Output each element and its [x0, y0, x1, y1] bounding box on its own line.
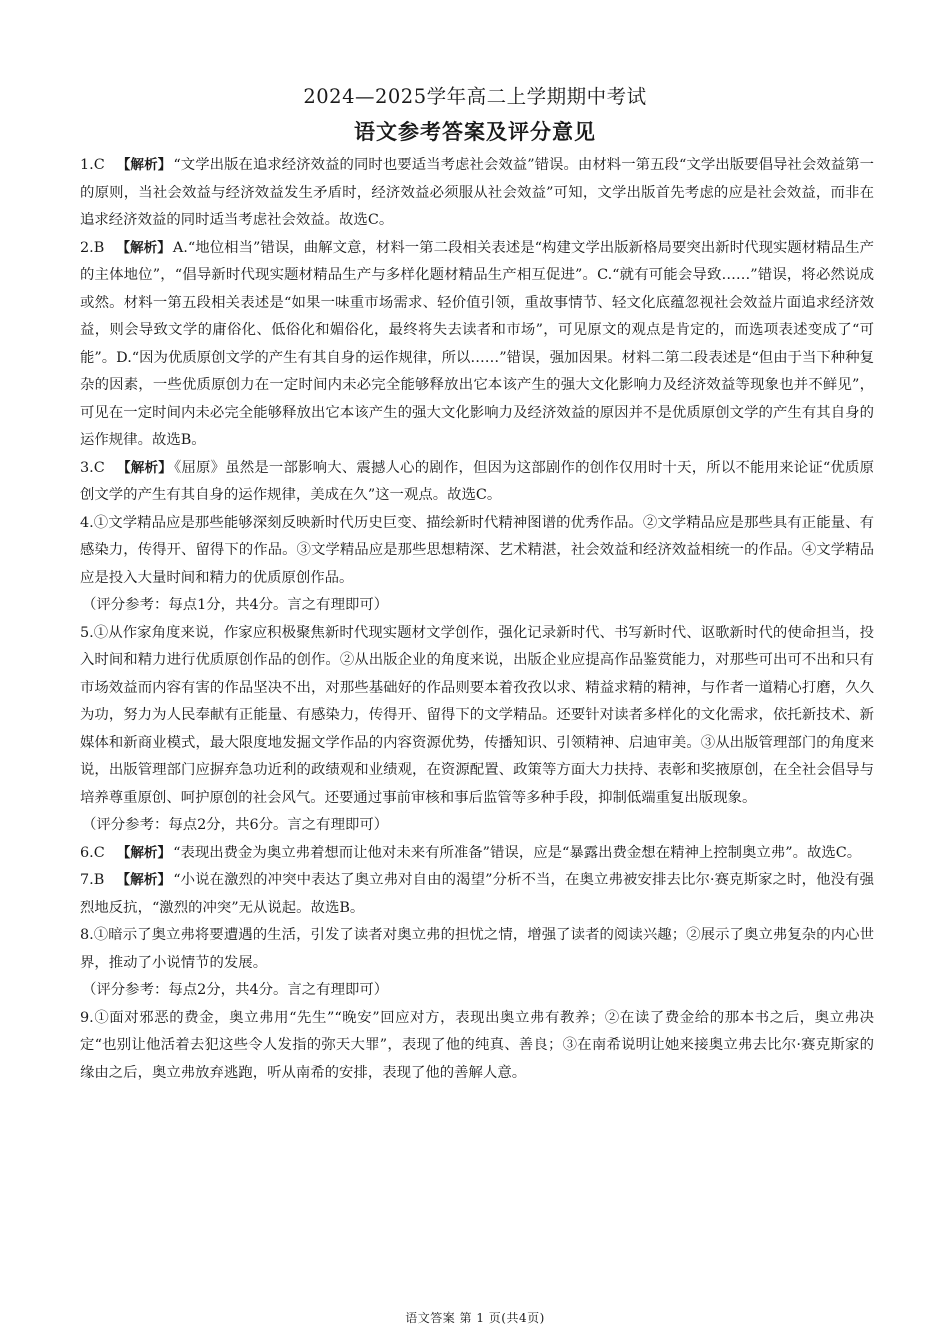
- answer-item-6: [80, 840, 874, 868]
- answer-item-2: [80, 235, 874, 455]
- scoring-note-text: （评分参考：每点2分，共4分。言之有理即可）: [82, 982, 389, 998]
- analysis-tag: 【解析】: [116, 872, 172, 888]
- answer-text: ①文学精品应是那些能够深刻反映新时代历史巨变、描绘新时代精神图谱的优秀作品。②文学精品应是那些具有正能量、有感染力，传得开、留得下的作品。③文学精品应是那些思想精深、艺术精湛，社会效益和经济效益相统一的作品。④文学精品应是投入大量时间和精力的优质原创作品。: [80, 514, 874, 586]
- answer-item-3: [80, 455, 874, 510]
- page-title: 2024—2025学年高二上学期期中考试: [303, 85, 647, 108]
- answer-text: ①暗示了奥立弗将要遭遇的生活，引发了读者对奥立弗的担忧之情，增强了读者的阅读兴趣；②展示了奥立弗复杂的内心世界，推动了小说情节的发展。: [80, 927, 874, 971]
- answer-text: ①从作家角度来说，作家应积极聚焦新时代现实题材文学创作，强化记录新时代、书写新时代、讴歌新时代的使命担当，投入时间和精力进行优质原创作品的创作。②从出版企业的角度来说，出版企业应提高作品鉴赏能力，对那些可出可不出和只有市场效益而内容有害的作品坚决不出，对那些基础好的作品则要本着孜孜以求、精益求精的精神，与作者一道精心打磨，久久为功，努力为人民奉献有正能量、有感染力，传得开、留得下的文学精品。还要针对读者多样化的文化需求，依托新技术、新媒体和新商业模式，最大限度地发掘文学作品的内容资源优势，传播知识、引领精神、启迪审美。③从出版管理部门的角度来说，出版管理部门应摒弃急功近利的政绩观和业绩观，在资源配置、政策等方面大力扶持、表彰和奖掖原创，在全社会倡导与培养尊重原创、呵护原创的社会风气。还要通过事前审核和事后监管等多种手段，抑制低端重复出版现象。: [80, 624, 874, 806]
- scoring-note-8: [80, 977, 874, 1005]
- answer-number: 8.: [80, 927, 94, 943]
- analysis-tag: 【解析】: [116, 157, 172, 173]
- answer-text: A.“地位相当”错误，曲解文意，材料一第二段相关表述是“构建文学出版新格局要突出新时代现实题材精品生产的主体地位”，“倡导新时代现实题材精品生产与多样化题材精品生产相互促进”。C.“就有可能会导致……”错误，将必然说成或然。材料一第五段相关表述是“如果一味重市场需求、轻价值引领，重故事情节、轻文化底蕴忽视社会效益片面追求经济效益，则会导致文学的庸俗化、低俗化和媚俗化，最终将失去读者和市场”，可见原文的观点是肯定的，而选项表述变成了“可能”。D.“因为优质原创文学的产生有其自身的运作规律，所以……”错误，强加因果。材料二第二段表述是“但由于当下种种复杂的因素，一些优质原创力在一定时间内未必完全能够释放出它本该产生的强大文化影响力及经济效益等现象也并不鲜见”，可见在一定时间内未必完全能够释放出它本该产生的强大文化影响力及经济效益的原因并不是优质原创文学的产生有其自身的运作规律。故选B。: [80, 239, 874, 448]
- answer-number: 4.: [80, 514, 94, 531]
- answer-text: 《屈原》虽然是一部影响大、震撼人心的剧作，但因为这部剧作的创作仅用时十天，所以不能用来论证“优质原创文学的产生有其自身的运作规律，美成在久”这一观点。故选C。: [80, 459, 875, 503]
- answer-number: 1.C: [80, 157, 105, 173]
- analysis-tag: 【解析】: [116, 844, 172, 861]
- answer-text: ①面对邪恶的费金，奥立弗用“先生”“晚安”回应对方，表现出奥立弗有教养；②在读了费金给的那本书之后，奥立弗决定“也别让他活着去犯这些令人发指的弥天大罪”，表现了他的纯真、善良；③在南希说明让她来接奥立弗去比尔·赛克斯家的缘由之后，奥立弗放弃逃跑，听从南希的安排，表现了他的善解人意。: [80, 1009, 874, 1081]
- page-footer: 语文答案 第 1 页(共4页): [405, 1311, 545, 1325]
- answer-number: 2.B: [80, 239, 105, 256]
- scoring-note-text: （评分参考：每点1分，共4分。言之有理即可）: [82, 597, 389, 613]
- answer-text: “小说在激烈的冲突中表达了奥立弗对自由的渴望”分析不当，在奥立弗被安排去比尔·赛克斯家之时，他没有强烈地反抗，“激烈的冲突”无从说起。故选B。: [80, 872, 875, 916]
- answer-item-8: [80, 922, 874, 977]
- scoring-note-5: [80, 812, 874, 840]
- answer-number: 6.C: [80, 844, 105, 861]
- answers-list: [80, 152, 874, 1087]
- analysis-tag: 【解析】: [116, 459, 173, 476]
- answer-item-4: [80, 510, 874, 593]
- answer-item-1: [80, 152, 874, 235]
- answer-number: 5.: [80, 624, 94, 641]
- answer-text: “文学出版在追求经济效益的同时也要适当考虑社会效益”错误。由材料一第五段“文学出版要倡导社会效益第一的原则，当社会效益与经济效益发生矛盾时，经济效益必须服从社会效益”可知，文学出版首先考虑的应是社会效益，而非在追求经济效益的同时适当考虑社会效益。故选C。: [80, 157, 875, 228]
- answer-item-9: [80, 1005, 874, 1088]
- analysis-tag: 【解析】: [116, 239, 171, 256]
- scoring-note-text: （评分参考：每点2分，共6分。言之有理即可）: [82, 817, 389, 833]
- answer-item-5: [80, 620, 874, 813]
- answer-number: 9.: [80, 1009, 94, 1026]
- scoring-note-4: [80, 592, 874, 620]
- answer-number: 3.C: [80, 459, 105, 476]
- answer-item-7: [80, 867, 874, 922]
- answer-number: 7.B: [80, 872, 105, 888]
- answer-text: “表现出费金为奥立弗着想而让他对未来有所准备”错误，应是“暴露出费金想在精神上控制奥立弗”。故选C。: [173, 844, 862, 861]
- page-subtitle: 语文参考答案及评分意见: [354, 120, 596, 144]
